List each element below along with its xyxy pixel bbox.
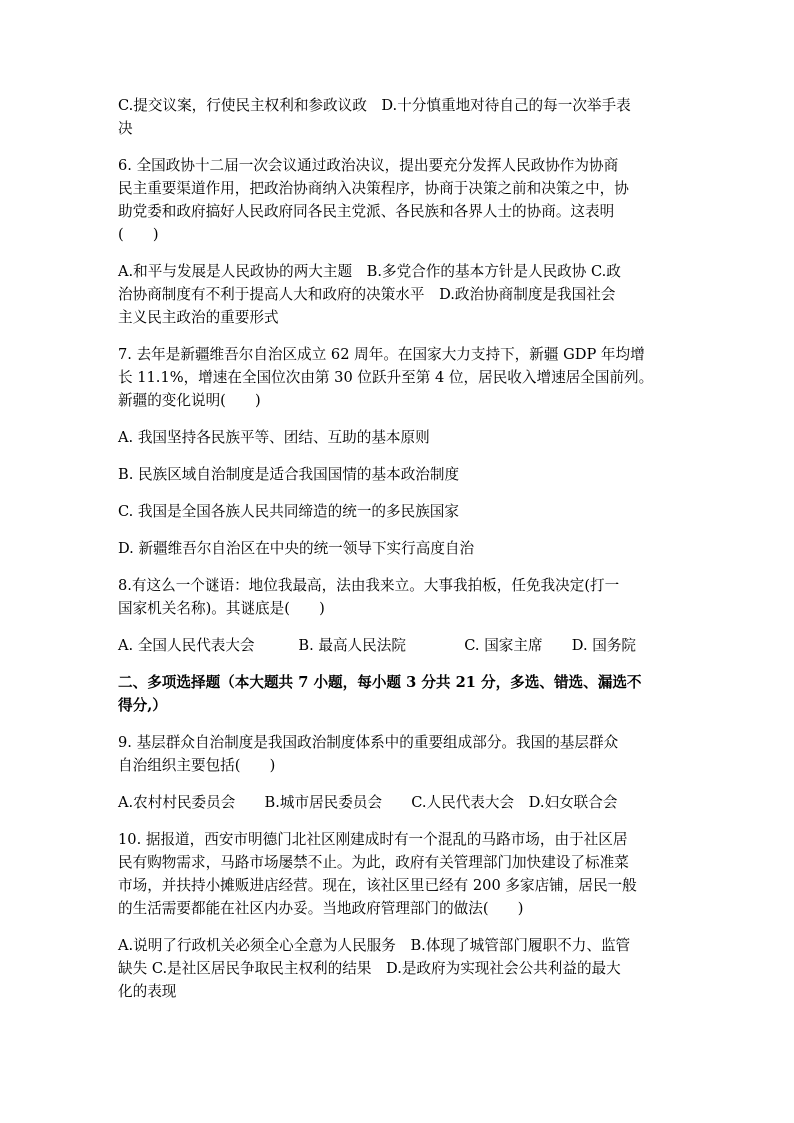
question-9-stem [118, 731, 694, 777]
text-line: A. 我国坚持各民族平等、团结、互助的基本原则 [118, 429, 430, 446]
text-line: D. 新疆维吾尔自治区在中央的统一领导下实行高度自治 [118, 540, 475, 557]
text-line: 的生活需要都能在社区内办妥。当地政府管理部门的做法( ) [118, 900, 524, 917]
text-line: C. 我国是全国各族人民共同缔造的统一的多民族国家 [118, 503, 459, 520]
text-line: 民主重要渠道作用，把政治协商纳入决策程序，协商于决策之前和决策之中，协 [118, 180, 629, 197]
text-line: A.和平与发展是人民政协的两大主题 B.多党合作的基本方针是人民政协 C.政 [118, 263, 621, 280]
text-line: 10. 据报道，西安市明德门北社区刚建成时有一个混乱的马路市场，由于社区居 [118, 831, 628, 848]
text-line: 国家机关名称)。其谜底是( ) [118, 600, 325, 617]
text-line: 得分,） [118, 697, 167, 714]
text-line: 自治组织主要包括( ) [118, 757, 276, 774]
question-10-options [118, 934, 694, 1003]
section-2-heading [118, 671, 694, 717]
text-line: 6. 全国政协十二届一次会议通过政治决议，提出要充分发挥人民政协作为协商 [118, 157, 619, 174]
text-line: 长 11.1%，增速在全国位次由第 30 位跃升至第 4 位，居民收入增速居全国前列。 [118, 369, 654, 386]
text-line: 二、多项选择题（本大题共 7 小题，每小题 3 分共 21 分，多选、错选、漏选不 [118, 674, 642, 691]
question-6-stem [118, 154, 694, 246]
text-line: 决 [118, 120, 133, 137]
text-line: B. 民族区域自治制度是适合我国国情的基本政治制度 [118, 466, 460, 483]
text-line: ( ) [118, 226, 159, 243]
text-line: 助党委和政府搞好人民政府同各民主党派、各民族和各界人士的协商。这表明 [118, 203, 615, 220]
question-8-stem [118, 574, 694, 620]
text-line: 市场，并扶持小摊贩进店经营。现在，该社区里已经有 200 多家店铺，居民一般 [118, 877, 637, 894]
question-7-option-d [118, 537, 694, 560]
question-6-options [118, 260, 694, 329]
question-10-stem [118, 828, 694, 920]
text-line: 主义民主政治的重要形式 [118, 309, 279, 326]
text-line: A.农村村民委员会 B.城市居民委员会 C.人民代表大会 D.妇女联合会 [118, 794, 618, 811]
text-line: A. 全国人民代表大会 B. 最高人民法院 C. 国家主席 D. 国务院 [118, 637, 637, 654]
question-9-options [118, 791, 694, 814]
text-line: 治协商制度有不利于提高人大和政府的决策水平 D.政治协商制度是我国社会 [118, 286, 616, 303]
text-line: 8.有这么一个谜语：地位我最高，法由我来立。大事我拍板，任免我决定(打一 [118, 577, 620, 594]
question-7-option-c [118, 500, 694, 523]
question-7-option-a [118, 426, 694, 449]
text-line: A.说明了行政机关必须全心全意为人民服务 B.体现了城管部门履职不力、监管 [118, 937, 631, 954]
question-8-options [118, 634, 694, 657]
text-line: 化的表现 [118, 983, 177, 1000]
text-line: C.提交议案，行使民主权利和参政议政 D.十分慎重地对待自己的每一次举手表 [118, 97, 631, 114]
text-line: 7. 去年是新疆维吾尔自治区成立 62 周年。在国家大力支持下，新疆 GDP 年均增 [118, 346, 645, 363]
text-line: 民有购物需求，马路市场屡禁不止。为此，政府有关管理部门加快建设了标准菜 [118, 854, 629, 871]
question-7-option-b [118, 463, 694, 486]
text-line: 9. 基层群众自治制度是我国政治制度体系中的重要组成部分。我国的基层群众 [118, 734, 619, 751]
text-line: 缺失 C.是社区居民争取民主权利的结果 D.是政府为实现社会公共利益的最大 [118, 960, 621, 977]
question-5-options-cd [118, 94, 694, 140]
text-line: 新疆的变化说明( ) [118, 392, 261, 409]
question-7-stem [118, 343, 694, 412]
